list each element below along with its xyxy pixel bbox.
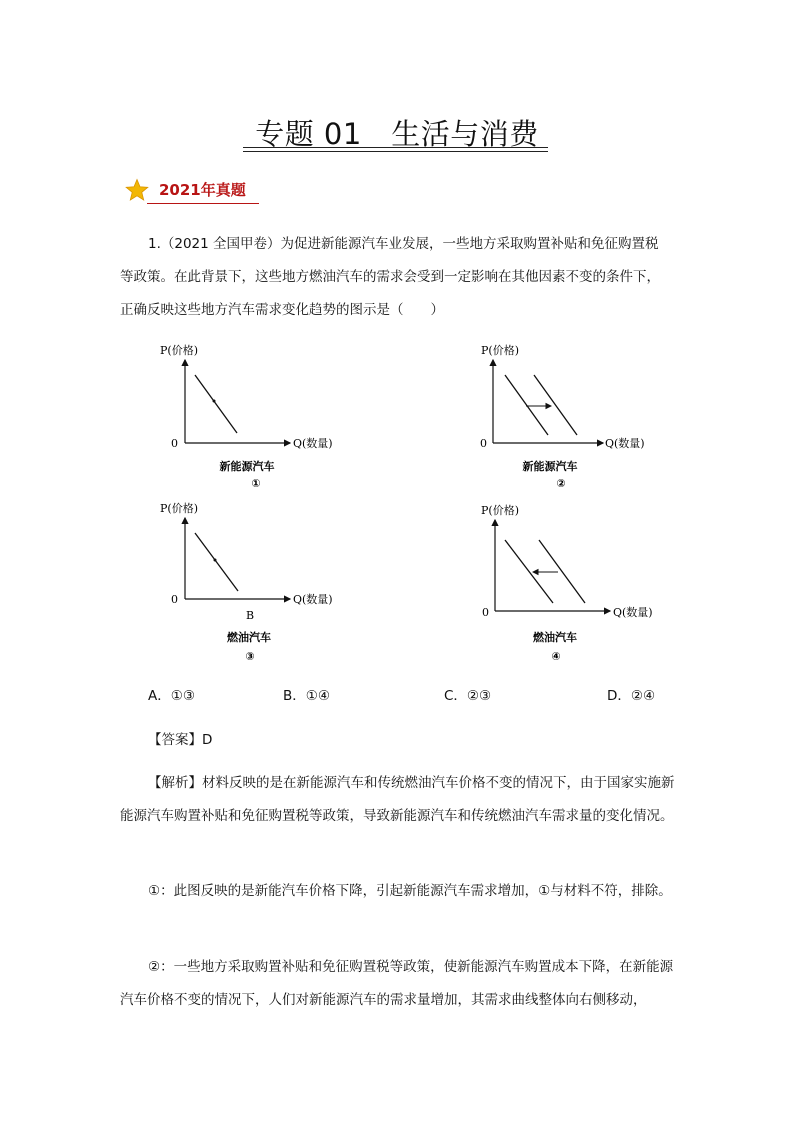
question-line: 等政策。在此背景下，这些地方燃油汽车的需求会受到一定影响在其他因素不变的条件下，: [120, 269, 660, 285]
graph-4: [455, 498, 665, 672]
answer-block: [120, 724, 675, 757]
option-b: B．①④: [283, 688, 330, 704]
graph-caption: 新能源汽车: [219, 460, 275, 473]
star-icon: [125, 178, 149, 202]
y-axis-label: P(价格): [160, 502, 198, 515]
x-axis-label: Q(数量): [293, 437, 333, 450]
analysis-text: 【解析】材料反映的是在新能源汽车和传统燃油汽车价格不变的情况下，由于国家实施新能源汽车购置补贴和免征购置税等政策，导致新能源汽车和传统燃油汽车需求量的变化情况。: [120, 775, 675, 824]
x-axis-label: Q(数量): [613, 606, 653, 619]
graph-2: [455, 340, 655, 494]
title-rule-top: [243, 147, 548, 148]
origin-label: 0: [482, 606, 489, 619]
graph-caption: 燃油汽车: [533, 631, 577, 644]
section-label: 2021年真题: [159, 181, 246, 199]
analysis-text: ②：一些地方采取购置补贴和免征购置税等政策，使新能源汽车购置成本下降，在新能源汽车价格不变的情况下，人们对新能源汽车的需求量增加，其需求曲线整体向右侧移动，: [120, 959, 674, 1008]
y-axis-label: P(价格): [160, 344, 198, 357]
y-axis-label: P(价格): [481, 504, 519, 517]
question-line: 正确反映这些地方汽车需求变化趋势的图示是（ ）: [120, 302, 444, 318]
graph-3: [150, 498, 350, 672]
curve-point: [214, 559, 217, 562]
analysis-paragraph-3: [120, 951, 675, 1017]
page-title: 专题 01 生活与消费: [255, 117, 539, 151]
graph-number: ③: [245, 650, 255, 663]
origin-label: 0: [171, 593, 178, 606]
question-text: [120, 228, 675, 327]
question-line: 1.（2021 全国甲卷）为促进新能源汽车业发展，一些地方采取购置补贴和免征购置税: [148, 236, 659, 252]
origin-label: 0: [480, 437, 487, 450]
x-axis-label: Q(数量): [605, 437, 645, 450]
graph-number: ④: [551, 650, 561, 663]
option-c: C．②③: [444, 688, 492, 704]
graph-extra-label: B: [245, 609, 255, 622]
demand-curve-shifted: [534, 375, 577, 435]
analysis-text: ①：此图反映的是新能汽车价格下降，引起新能源汽车需求增加，①与材料不符，排除。: [148, 883, 672, 899]
graph-number: ②: [556, 477, 566, 490]
graph-caption: 燃油汽车: [227, 631, 271, 644]
curve-point: [213, 400, 216, 403]
analysis-paragraph-1: [120, 767, 675, 833]
analysis-paragraph-2: [120, 875, 675, 908]
origin-label: 0: [171, 437, 178, 450]
section-underline: [147, 203, 259, 204]
title-rule-bottom: [243, 151, 548, 152]
graph-1: [150, 340, 350, 494]
answer-text: 【答案】D: [148, 732, 213, 748]
option-d: D．②④: [607, 688, 656, 704]
demand-curve-original: [505, 375, 548, 435]
demand-curve: [195, 375, 237, 433]
x-axis-label: Q(数量): [293, 593, 333, 606]
graph-caption: 新能源汽车: [522, 460, 578, 473]
demand-curve: [195, 533, 238, 591]
graph-number: ①: [251, 477, 261, 490]
option-a: A．①③: [148, 688, 195, 704]
y-axis-label: P(价格): [481, 344, 519, 357]
